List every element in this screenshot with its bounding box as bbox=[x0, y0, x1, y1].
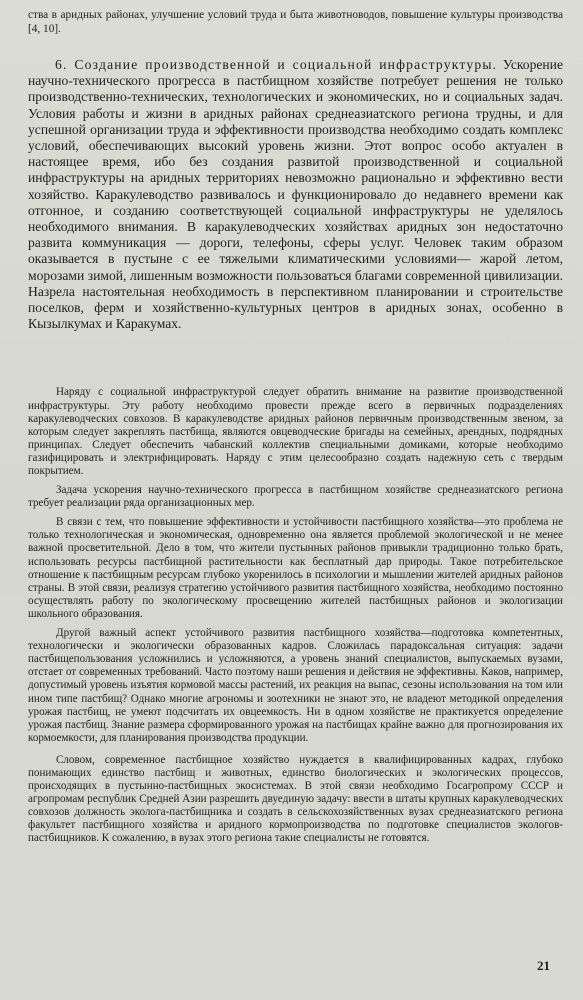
paragraph-ecological-education: В связи с тем, что повышение эффективности и устойчивости пастбищного хозяйства—это проблема не только технологическая и экономическая, одновременно она является проблемой экологической и не менее важной просветительной. Дело в том, что жители пустынных районов привыкли традиционно только брать, использовать ресурсы пастбищной растительности как бесплатный дар природы. Такое потребительское отношение к пастбищным ресурсам глубоко укоренилось в психологии и мышлении жителей аридных районов страны. В этой связи, реализуя стратегию устойчивого развития пастбищного хозяйства, необходимо постоянно осуществлять работу по экологическому просвещению жителей пастбищных районов и экологизации школьного образования. bbox=[28, 516, 563, 620]
top-paragraph: ства в аридных районах, улучшение условий труда и быта животноводов, повышение культуры производства [4, 10]. bbox=[28, 9, 563, 35]
section-heading: 6. Создание производственной и социальной инфраструктуры. bbox=[55, 57, 498, 72]
paragraph-organizational-measures: Задача ускорения научно-технического прогресса в пастбищном хозяйстве среднеазиатского региона требует реализации ряда организационных мер. bbox=[28, 484, 563, 510]
paragraph-infrastructure: Наряду с социальной инфраструктурой следует обратить внимание на развитие производственной инфраструктуры. Эту работу необходимо провести прежде всего в первичных подразделениях каракулеводческих совхозов. В каракулеводстве аридных районов первичным производственным звеном, за которым следует закреплять пастбища, являются овцеводческие бригады на семейных, арендных, подрядных принципах. Следует обеспечить чабанский коллектив специальными домиками, которые необходимо газифицировать и электрифицировать. Наряду с этим целесообразно создать надежную сеть с твердым покрытием. bbox=[28, 386, 563, 478]
page-number: 21 bbox=[537, 958, 550, 973]
section-body: Ускорение научно-технического прогресса в пастбищном хозяйстве потребует решения не только производственно-технических, технологических и экономических, но и социальных задач. Условия работы и жизни в аридных районах среднеазиатского региона трудны, и для успешной организации труда и эффективности производства необходимо создать комплекс условий, обеспечивающих высокий уровень жизни. Этот вопрос особо актуален в настоящее время, ибо без создания развитой производственной и социальной инфраструктуры на аридных территориях невозможно рационально и эффективно вести хозяйство. Каракулеводство развивалось и функционировало до недавнего времени как отгонное, и созданию соответствующей социальной инфраструктуры не уделялось необходимого внимания. В каракулеводческих хозяйствах аридных зон недостаточно развита коммуникация — дороги, телефоны, сферы услуг. Человек таким образом оказывается в пустыне с ее тяжелыми климатическими условиями— жарой летом, морозами зимой, лишенным возможности пользоваться благами современной цивилизации. Назрела настоятельная необходимость в перспективном планировании и строительстве поселков, ферм и хозяйственно-культурных центров в аридных зонах, особенно в Кызылкумах и Каракумах. bbox=[28, 57, 563, 332]
paragraph-personnel-training: Другой важный аспект устойчивого развития пастбищного хозяйства—подготовка компетентных, технологически и экологически образованных кадров. Сложилась парадоксальная ситуация: задачи пастбищепользования усложнились и усложняются, а уровень знаний специалистов, выпускаемых вузами, отстает от современных требований. Часто поэтому наши решения и действия не эффективны. Каков, например, допустимый уровень изъятия кормовой массы растений, их реакция на выпас, сезоны использования на том или ином типе пастбищ? Однако многие агрономы и зоотехники не знают это, не владеют методикой определения урожая пастбищ, не умеют подсчитать их овцеемкость. Ни в одном хозяйстве не практикуется определение урожая пастбищ. Знание размера сформированного урожая на пастбищах крайне важно для прогнозирования их кормоемкости, для планирования производства продукции. bbox=[28, 627, 563, 744]
paragraph-qualified-staff: Словом, современное пастбищное хозяйство нуждается в квалифицированных кадрах, глубоко понимающих единство пастбищ и животных, единство биологических и экологических процессов, происходящих в пустынно-пастбищных экосистемах. В этой связи необходимо Госагропрому СССР и агропромам республик Средней Азии разрешить двуединую задачу: ввести в штаты крупных каракулеводческих совхозов должность эколога-пастбищника и создать в сельскохозяйственных вузах среднеазиатского региона факультет пастбищного хозяйства и аридного кормопроизводства по подготовке специалистов экологов-пастбищников. К сожалению, в вузах этого региона такие специалисты не готовятся. bbox=[28, 753, 563, 845]
section-6-paragraph bbox=[28, 57, 563, 332]
